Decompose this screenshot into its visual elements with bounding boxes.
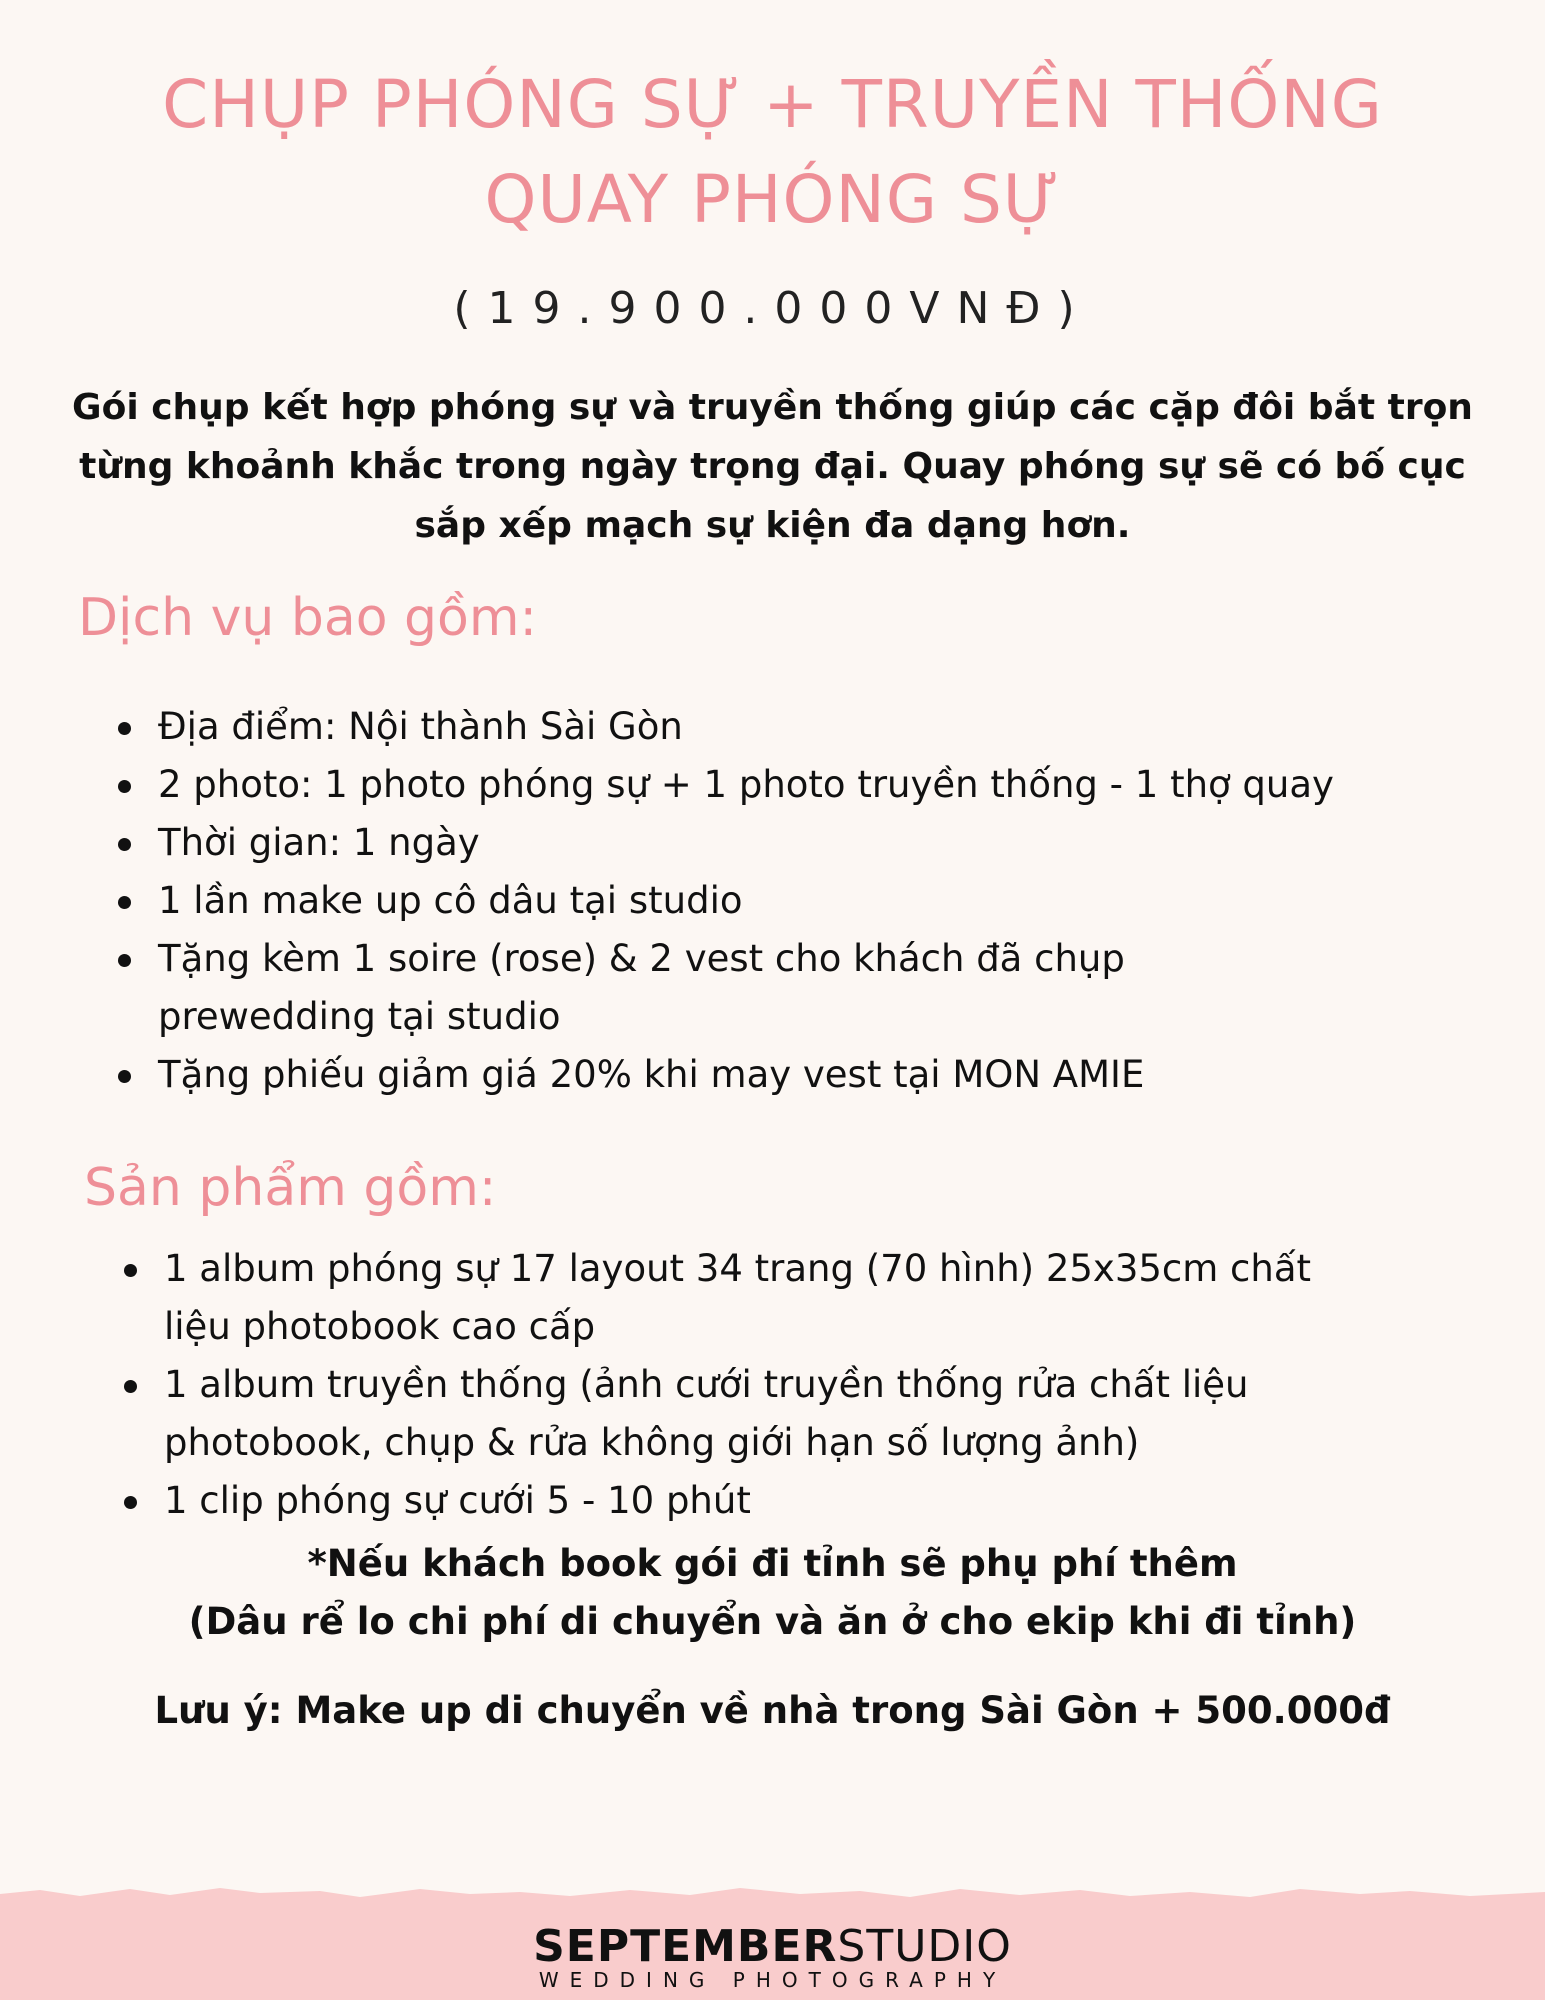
- travel-cost-note: (Dâu rể lo chi phí di chuyển và ăn ở cho ekip khi đi tỉnh): [188, 1600, 1357, 1643]
- province-surcharge-note: *Nếu khách book gói đi tỉnh sẽ phụ phí thêm: [307, 1542, 1238, 1585]
- brand-tagline: WEDDING PHOTOGRAPHY: [538, 1968, 1007, 1992]
- list-item: Tặng kèm 1 soire (rose) & 2 vest cho khách đã chụp prewedding tại studio: [115, 930, 1318, 1046]
- list-item: 2 photo: 1 photo phóng sự + 1 photo truyền thống - 1 thợ quay: [115, 756, 1515, 814]
- list-item: 1 album truyền thống (ảnh cưới truyền thống rửa chất liệu photobook, chụp & rửa không giới hạn số lượng ảnh): [121, 1356, 1424, 1472]
- list-item: Địa điểm: Nội thành Sài Gòn: [115, 698, 1515, 756]
- products-list: [121, 1240, 1501, 1530]
- studio-logo: [0, 1921, 1545, 1972]
- services-heading: Dịch vụ bao gồm:: [78, 588, 538, 648]
- brand-name-light: STUDIO: [837, 1921, 1012, 1972]
- brand-name-bold: SEPTEMBER: [533, 1921, 838, 1972]
- list-item: 1 album phóng sự 17 layout 34 trang (70 hình) 25x35cm chất liệu photobook cao cấp: [121, 1240, 1364, 1356]
- list-item: Thời gian: 1 ngày: [115, 814, 1515, 872]
- products-heading: Sản phẩm gồm:: [84, 1158, 497, 1218]
- services-list: [115, 698, 1515, 1104]
- intro-paragraph: Gói chụp kết hợp phóng sự và truyền thống giúp các cặp đôi bắt trọn từng khoảnh khắc trong ngày trọng đại. Quay phóng sự sẽ có bố cục sắp xếp mạch sự kiện đa dạng hơn.: [72, 387, 1473, 546]
- makeup-travel-note: Lưu ý: Make up di chuyển về nhà trong Sài Gòn + 500.000đ: [154, 1689, 1391, 1732]
- list-item: Tặng phiếu giảm giá 20% khi may vest tại MON AMIE: [115, 1046, 1515, 1104]
- list-item: 1 clip phóng sự cưới 5 - 10 phút: [121, 1472, 1501, 1530]
- page-title-line2: QUAY PHÓNG SỰ: [484, 161, 1061, 238]
- list-item: 1 lần make up cô dâu tại studio: [115, 872, 1515, 930]
- page-title-line1: CHỤP PHÓNG SỰ + TRUYỀN THỐNG: [162, 66, 1383, 143]
- package-price: (19.900.000VNĐ): [453, 283, 1092, 334]
